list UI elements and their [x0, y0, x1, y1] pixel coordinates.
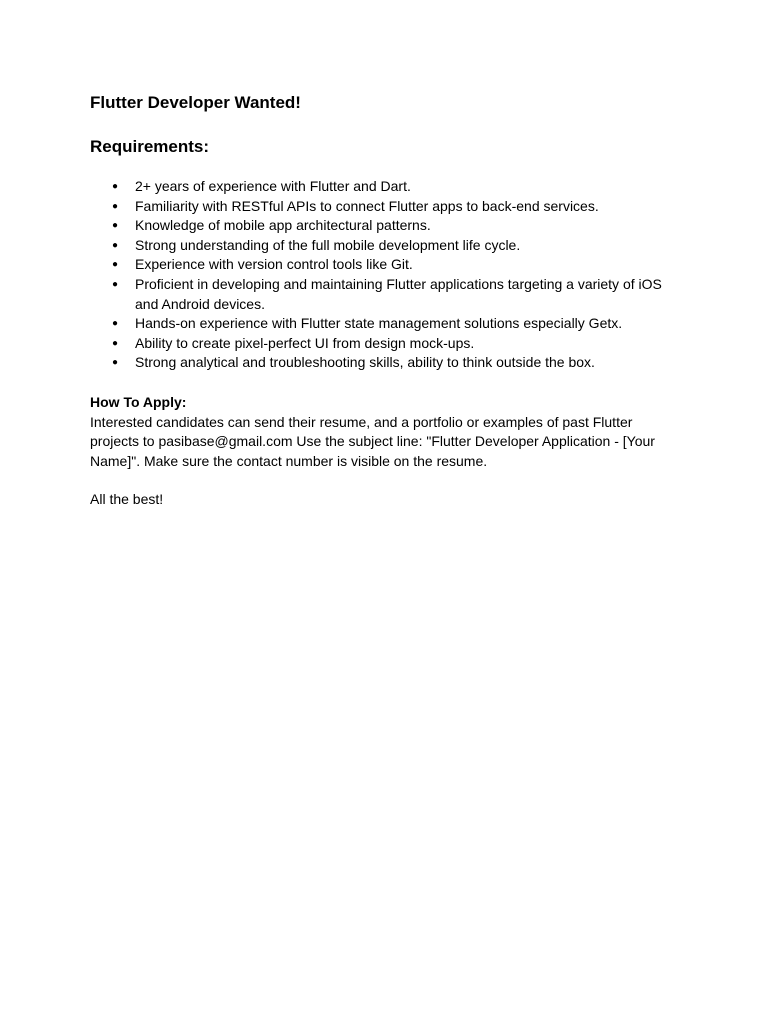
bullet-icon: ● — [112, 259, 119, 271]
list-item — [90, 334, 680, 354]
bullet-icon: ● — [112, 181, 119, 192]
how-to-apply-label: How To Apply: — [90, 393, 187, 410]
requirement-text: Knowledge of mobile app architectural patterns. — [135, 217, 431, 234]
requirement-text: Proficient in developing and maintaining Flutter applications targeting a variety of iOS and Android devices. — [135, 275, 662, 312]
how-to-apply-text: Interested candidates can send their resume, and a portfolio or examples of past Flutter projects to pasibase@gmail.com Use the subject line: "Flutter Developer Application - [Your Name]". Make sure the contact number is visible on the resume. — [90, 413, 655, 469]
list-item — [90, 216, 680, 236]
requirement-text: Strong analytical and troubleshooting skills, ability to think outside the box. — [135, 354, 595, 371]
requirements-heading: Requirements: — [90, 137, 210, 156]
requirement-text: Experience with version control tools like Git. — [135, 256, 413, 273]
list-item — [90, 275, 680, 314]
bullet-icon: ● — [112, 220, 119, 232]
list-item — [90, 255, 680, 275]
page-title: Flutter Developer Wanted! — [90, 93, 301, 112]
bullet-icon: ● — [112, 337, 119, 349]
bullet-icon: ● — [112, 318, 119, 330]
bullet-icon: ● — [112, 357, 119, 369]
list-item — [90, 197, 680, 217]
closing-text: All the best! — [90, 491, 164, 508]
requirement-text: Strong understanding of the full mobile development life cycle. — [135, 236, 521, 253]
bullet-icon: ● — [112, 239, 119, 251]
list-item — [90, 314, 680, 334]
list-item — [90, 353, 680, 373]
requirements-list — [90, 177, 680, 373]
bullet-icon: ● — [112, 278, 119, 290]
requirement-text: Familiarity with RESTful APIs to connect Flutter apps to back-end services. — [135, 197, 599, 214]
requirement-text: Ability to create pixel-perfect UI from design mock-ups. — [135, 334, 475, 351]
bullet-icon: ● — [112, 200, 119, 212]
list-item — [90, 177, 680, 197]
requirement-text: 2+ years of experience with Flutter and Dart. — [135, 178, 411, 194]
list-item — [90, 236, 680, 256]
requirement-text: Hands-on experience with Flutter state management solutions especially Getx. — [135, 315, 623, 332]
document-page — [90, 92, 680, 510]
